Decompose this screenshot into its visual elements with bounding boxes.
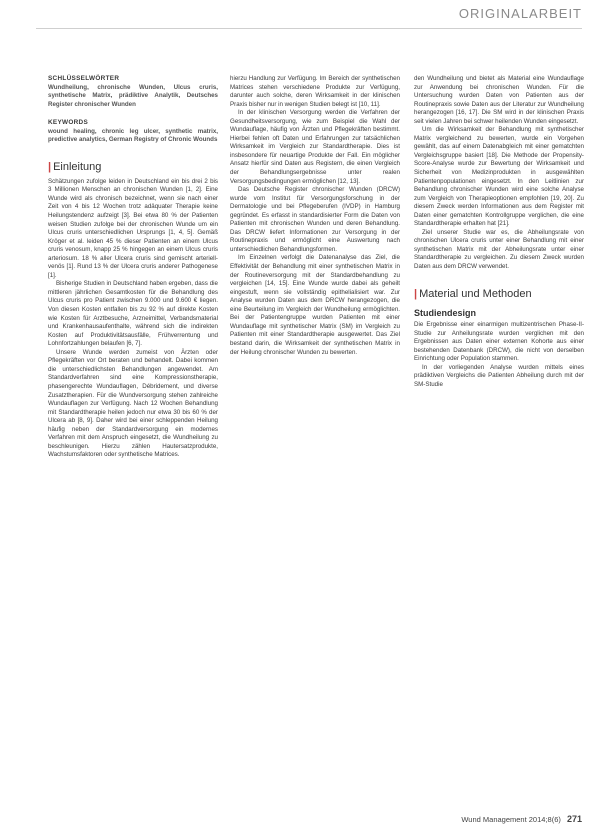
column-1 <box>48 75 218 460</box>
column-3 <box>414 75 584 390</box>
intro-heading: | Einleitung <box>48 160 102 173</box>
header-rule <box>36 28 582 29</box>
intro-paragraph: Bisherige Studien in Deutschland haben ergeben, dass die mittleren jährlichen Gesamtkosten für die Behandlung des Ulcus cruris pro Patient zwischen 9.000 und 9.600 € liegen. Von diesen Kosten entfallen bis zu 92 % auf direkte Kosten wie Kosten für Arztbesuche, Arzneimittel, Verbandsmaterial und Krankenhausaufenthalte, während sich die indirekten Kosten auf Produktivitätsausfälle, Frühverrentung und Lohnfortzahlungen belaufen [6, 7]. <box>48 280 218 348</box>
column-2 <box>230 75 400 357</box>
body-paragraph: Um die Wirksamkeit der Behandlung mit synthetischer Matrix vergleichend zu bewerten, wurde ein Vorgehen gewählt, das auf einem Datenabgleich mit einer gematchten Vergleichsgruppe basiert [18]. Die Methode der Propensity-Score-Analyse wurde zur Bewertung der Wirksamkeit und Sicherheit von Medizinprodukten in ausgewählten Patientenpopulationen eingesetzt. In den Leitlinien zur Behandlung chronischer Wunden wird eine solche Analyse zum Vergleich von Therapieoptionen empfohlen [19, 20]. Zu diesem Zweck werden Informationen aus dem Register mit Daten einer gematchten Kontrollgruppe verglichen, die eine Standardtherapie erhalten hat [21]. <box>414 126 584 228</box>
methods-subheading: Studiendesign <box>414 307 477 318</box>
body-paragraph: Im Einzelnen verfolgt die Datenanalyse das Ziel, die Effektivität der Behandlung mit einer synthetischen Matrix in der Routineversorgung mit der Standardbehandlung zu vergleichen [14, 15]. Eine Wunde wurde dabei als geheilt eingestuft, wenn sie vollständig epithelialisiert war. Zur Analyse wurden Daten aus dem DRCW herangezogen, die eine Beurteilung im Vergleich der Wundheilung ermöglichten. Bei der Patientengruppe wurden Patienten mit einer Wundauflage mit synthetischer Matrix (SM) im Vergleich zu Patienten mit einer Standardtherapie ausgewertet. Das Ziel bestand darin, die Wirksamkeit der synthetischen Matrix in der Heilung chronischer Wunden zu bewerten. <box>230 254 400 356</box>
page-number: 271 <box>566 814 582 824</box>
body-paragraph: den Wundheilung und bietet als Material eine Wundauflage zur Anwendung bei chronischen Wunden. Für die Untersuchung wurden Daten von Patienten aus der Routinepraxis sowie Daten aus der Literatur zur Wundheilung herangezogen [16, 17]. Die SM wird in der klinischen Praxis seit vielen Jahren bei schwer heilenden Wunden eingesetzt. <box>414 75 584 125</box>
intro-paragraph: Unsere Wunde werden zumeist von Ärzten oder Pflegekräften vor Ort beraten und behandelt. Dabei kommen die unterschiedlichsten Behandlungen angewendet. Am Standardverfahren sind eine Kompressionstherapie, phasengerechte Wundauflagen, Débridement, und diverse Zusatztherapien. Für die Wundversorgung stehen zahlreiche Wundauflagen zur Verfügung. Nach 12 Wochen Behandlung mit Standardtherapie heilen jedoch nur etwa 30 bis 60 % der Ulcera ab [8, 9]. Daher wird bei einer schleppenden Heilung häufig neben der Standardversorgung ein modernes Verfahren mit dem Anspruch eingesetzt, die Wundheilung zu beschleunigen. Hierzu zählen Hautersatzprodukte, Wachstumsfaktoren oder synthetische Matrices. <box>48 348 218 459</box>
journal-name: Wund Management 2014;8(6) <box>461 815 561 824</box>
intro-paragraph: Schätzungen zufolge leiden in Deutschland ein bis drei 2 bis 3 Millionen Menschen an chronischen Wunden [1, 2]. Eine Wunde wird als chronisch bezeichnet, wenn sie nach einer Zeit von 4 bis 12 Wochen trotz adäquater Therapie keine Heilungstendenz aufzeigt [3]. Bei etwa 80 % der Patienten weisen Studien zufolge bei der chronischen Wunde um ein Ulcus cruris unterschiedlichen Ursprungs [1, 4, 5]. Gemäß Kröger et al. leiden 45 % dieser Patienten an einem Ulcus cruris venosum, knapp 25 % hingegen an einem Ulcus cruris arteriosum. 18 % aller Ulcera cruris sind gemischt arteriell-venös [1]. Rund 13 % der Ulcera cruris anderer Pathogenese [1]. <box>48 177 218 279</box>
heading-bar: | <box>48 160 52 173</box>
body-paragraph: hierzu Handlung zur Verfügung. Im Bereich der synthetischen Matrices stehen verschiedene Produkte zur Verfügung, darunter auch solche, deren Wirksamkeit in der klinischen Praxis bisher nur in wenigen Studien belegt ist [10, 11]. <box>230 75 400 108</box>
body-paragraph: Ziel unserer Studie war es, die Abheilungsrate von chronischen Ulcera cruris unter einer Behandlung mit einer synthetischen Matrix mit der Abheilungsrate unter einer Standardtherapie zu vergleichen. Zu diesem Zweck wurden Daten aus dem DRCW verwendet. <box>414 228 584 271</box>
methods-paragraph: Die Ergebnisse einer einarmigen multizentrischen Phase-II-Studie zur Anheilungsrate wurden verglichen mit den Ergebnissen aus Daten einer externen Kohorte aus einer bestehenden Datenbank (DRCW), die nicht von derselben Einrichtung oder Population stammen. <box>414 321 584 363</box>
methods-heading: | Material und Methoden <box>414 287 532 300</box>
keywords-en-title: KEYWORDS <box>48 119 89 127</box>
keywords-de-text: Wundheilung, chronische Wunden, Ulcus cruris, synthetische Matrix, prädiktive Analytik, Deutsches Register chronischer Wunden <box>48 83 218 108</box>
page-footer <box>461 814 582 824</box>
heading-bar: | <box>414 287 418 300</box>
methods-paragraph: In der vorliegenden Analyse wurden mittels eines prädiktiven Vergleichs die Patienten Abheilung durch mit der SM-Studie <box>414 363 584 388</box>
keywords-de-title: SCHLÜSSELWÖRTER <box>48 75 120 82</box>
body-paragraph: In der klinischen Versorgung werden die Verfahren der Gesundheitsversorgung, wie zum Beispiel die Wahl der Wundauflage, häufig von Ärzten und Pflegekräften bestimmt. Hierbei fehlen oft Daten und Erfahrungen zur tatsächlichen Wirksamkeit im Vergleich zur Standardtherapie. Dies ist insbesondere für neuartige Produkte der Fall. Ein möglicher Ansatz hierfür sind Daten aus Registern, die einen Vergleich der Behandlungsergebnisse unter realen Versorgungsbedingungen ermöglichen [12, 13]. <box>230 109 400 185</box>
keywords-en-text: wound healing, chronic leg ulcer, synthetic matrix, predictive analytics, German Registry of Chronic Wounds <box>48 127 218 144</box>
section-label: ORIGINALARBEIT <box>458 6 582 21</box>
body-paragraph: Das Deutsche Register chronischer Wunden (DRCW) wurde vom Institut für Versorgungsforschung in der Dermatologie und bei Pflegeberufen (IVDP) in Hamburg gegründet. Es erfasst in standardisierter Form die Daten von Patienten mit chronischen Wunden und deren Behandlung. Das DRCW liefert Informationen zur Versorgung in der Routinepraxis und ermöglicht eine Auswertung nach unterschiedlichen Behandlungsformen. <box>230 186 400 253</box>
